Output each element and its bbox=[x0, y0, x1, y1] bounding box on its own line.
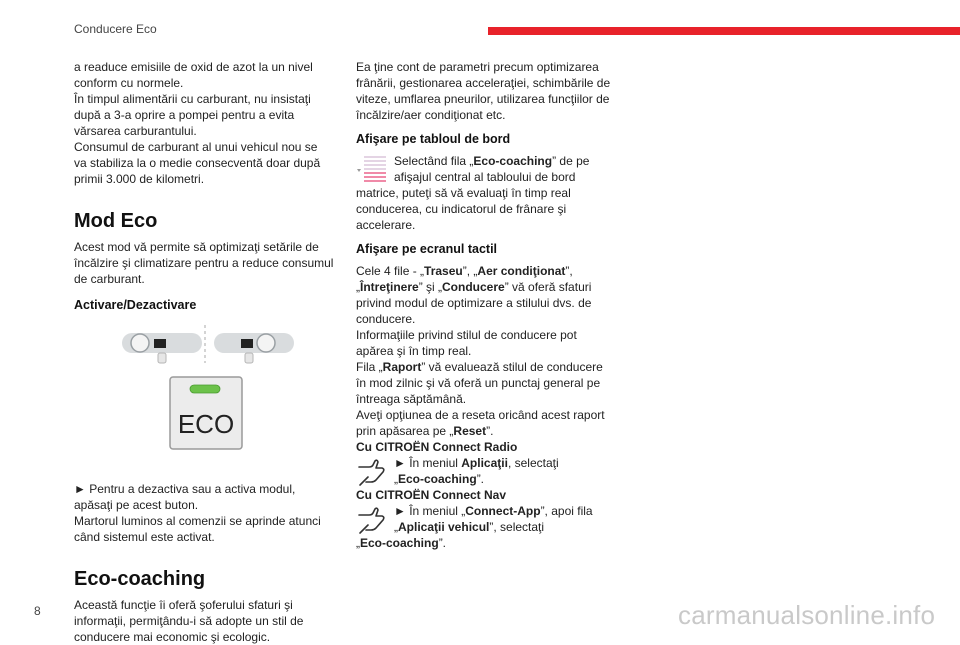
nav-a3: ”, apoi fila bbox=[540, 504, 593, 518]
steering-wheel-left-icon bbox=[122, 333, 202, 363]
dashboard-display-icon bbox=[356, 153, 388, 185]
tablou-heading: Afişare pe tabloul de bord bbox=[356, 132, 511, 146]
touch-hand-icon bbox=[356, 455, 388, 487]
intro-line: după a 3-a oprire a pompei pentru a evita bbox=[74, 108, 295, 122]
radio-a1: ► În meniul bbox=[394, 456, 462, 470]
radio-b3: ”. bbox=[476, 472, 485, 486]
coaching-line: conducere mai economic şi ecologic. bbox=[74, 630, 271, 644]
param-line: încălzire/aer condiţionat etc. bbox=[356, 108, 506, 122]
intro-line: conform cu normele. bbox=[74, 76, 184, 90]
header-accent-bar bbox=[488, 27, 960, 35]
toggle-instruction-line: când sistemul este activat. bbox=[74, 530, 215, 544]
tactil-heading: Afişare pe ecranul tactil bbox=[356, 242, 498, 256]
header-section-title: Conducere Eco bbox=[74, 22, 157, 36]
param-line: frânării, gestionarea acceleraţiei, schimbările de bbox=[356, 76, 611, 90]
raport-a2: Raport bbox=[382, 360, 422, 374]
reset-a2: Reset bbox=[453, 424, 487, 438]
files-a1: Cele 4 file - „ bbox=[356, 264, 425, 278]
intro-line: vărsarea carburantului. bbox=[74, 124, 197, 138]
toggle-instruction-line: ► Pentru a dezactiva sau a activa modul, bbox=[74, 482, 296, 496]
reset-a1: prin apăsarea pe „ bbox=[356, 424, 454, 438]
eco-indicator-light bbox=[190, 385, 220, 393]
nav-c1: „ bbox=[356, 536, 360, 550]
intro-line: primii 3.000 de kilometri. bbox=[74, 172, 205, 186]
steering-wheel-right-icon bbox=[214, 333, 294, 363]
toggle-instruction-line: Martorul luminos al comenzii se aprinde atunci bbox=[74, 514, 321, 528]
toggle-instruction-line: apăsaţi pe acest buton. bbox=[74, 498, 199, 512]
nav-b2: Aplicaţii vehicul bbox=[398, 520, 490, 534]
files-b5: ” vă oferă sfaturi bbox=[504, 280, 592, 294]
nav-b1: „ bbox=[394, 520, 398, 534]
connect-nav-heading: Cu CITROËN Connect Nav bbox=[356, 488, 507, 502]
eco-coaching-heading: Eco-coaching bbox=[74, 568, 206, 590]
left-column bbox=[74, 59, 344, 645]
nav-row bbox=[356, 503, 626, 535]
files-line: apărea şi în timp real. bbox=[356, 344, 472, 358]
files-line: privind modul de optimizare a stilului dvs. de bbox=[356, 296, 592, 310]
tablou-text-a1: Selectând fila „ bbox=[394, 154, 474, 168]
touch-hand-icon bbox=[356, 503, 388, 535]
param-line: viteze, umflarea pneurilor, utilizarea funcţiilor de bbox=[356, 92, 610, 106]
tablou-text-b: afişajul central al tabloului de bord bbox=[394, 170, 576, 184]
dashboard-illustration bbox=[74, 323, 344, 473]
mod-eco-heading: Mod Eco bbox=[74, 210, 158, 232]
radio-text bbox=[394, 455, 559, 487]
tablou-text bbox=[394, 153, 589, 185]
files-a4: Aer condiţionat bbox=[477, 264, 566, 278]
radio-b1: „ bbox=[394, 472, 398, 486]
nav-text bbox=[394, 503, 593, 535]
coaching-line: informaţii, permiţându-i să adopte un stil de bbox=[74, 614, 304, 628]
page-number: 8 bbox=[34, 604, 41, 618]
files-b3: ” şi „ bbox=[418, 280, 443, 294]
tablou-row bbox=[356, 153, 626, 185]
nav-a2: Connect-App bbox=[465, 504, 541, 518]
raport-line: în mod zilnic şi vă oferă un punctaj general pe bbox=[356, 376, 601, 390]
files-a2: Traseu bbox=[424, 264, 463, 278]
eco-button-figure bbox=[74, 323, 344, 473]
nav-a1: ► În meniul „ bbox=[394, 504, 466, 518]
raport-a3: ” vă evaluează stilul de conducere bbox=[421, 360, 603, 374]
files-line: Informaţiile privind stilul de conducere pot bbox=[356, 328, 577, 342]
mod-eco-line: Acest mod vă permite să optimizaţi setările de bbox=[74, 240, 319, 254]
radio-a2: Aplicaţii bbox=[461, 456, 508, 470]
files-a5: ”, bbox=[565, 264, 573, 278]
files-line: conducere. bbox=[356, 312, 416, 326]
nav-b3: ”, selectaţi bbox=[489, 520, 545, 534]
nav-c2: Eco-coaching bbox=[360, 536, 439, 550]
tablou-text-a3: ” de pe bbox=[552, 154, 590, 168]
tablou-line: conducerea, cu indicatorul de frânare şi bbox=[356, 202, 567, 216]
reset-a3: ”. bbox=[486, 424, 494, 438]
coaching-line: Această funcţie îi oferă şoferului sfaturi şi bbox=[74, 598, 293, 612]
param-line: Ea ţine cont de parametri precum optimizarea bbox=[356, 60, 599, 74]
raport-line: întreaga săptămână. bbox=[356, 392, 467, 406]
intro-line: În timpul alimentării cu carburant, nu insistaţi bbox=[74, 92, 311, 106]
intro-line: Consumul de carburant al unui vehicul nou se bbox=[74, 140, 318, 154]
radio-a3: , selectaţi bbox=[507, 456, 559, 470]
mod-eco-line: încălzire şi climatizare pentru a reduce consumul bbox=[74, 256, 334, 270]
intro-line: va stabiliza la o medie consecventă doar după bbox=[74, 156, 321, 170]
tablou-line: matrice, puteţi să vă evaluaţi în timp real bbox=[356, 186, 571, 200]
tablou-text-a2: Eco-coaching bbox=[473, 154, 553, 168]
watermark: carmanualsonline.info bbox=[678, 600, 936, 630]
nav-c3: ”. bbox=[438, 536, 447, 550]
tablou-line: accelerare. bbox=[356, 218, 416, 232]
right-column bbox=[356, 59, 626, 551]
radio-row bbox=[356, 455, 626, 487]
intro-line: a readuce emisiile de oxid de azot la un nivel bbox=[74, 60, 313, 74]
raport-a1: Fila „ bbox=[356, 360, 383, 374]
files-b4: Conducere bbox=[442, 280, 505, 294]
files-b2: Întreţinere bbox=[360, 280, 419, 294]
radio-b2: Eco-coaching bbox=[398, 472, 477, 486]
connect-radio-heading: Cu CITROËN Connect Radio bbox=[356, 440, 518, 454]
files-a3: ”, „ bbox=[462, 264, 478, 278]
raport-line: Aveţi opţiunea de a reseta oricând acest raport bbox=[356, 408, 605, 422]
eco-button-label: ECO bbox=[177, 409, 235, 439]
files-b1: „ bbox=[356, 280, 360, 294]
mod-eco-line: de carburant. bbox=[74, 272, 145, 286]
activare-heading: Activare/Dezactivare bbox=[74, 298, 197, 312]
